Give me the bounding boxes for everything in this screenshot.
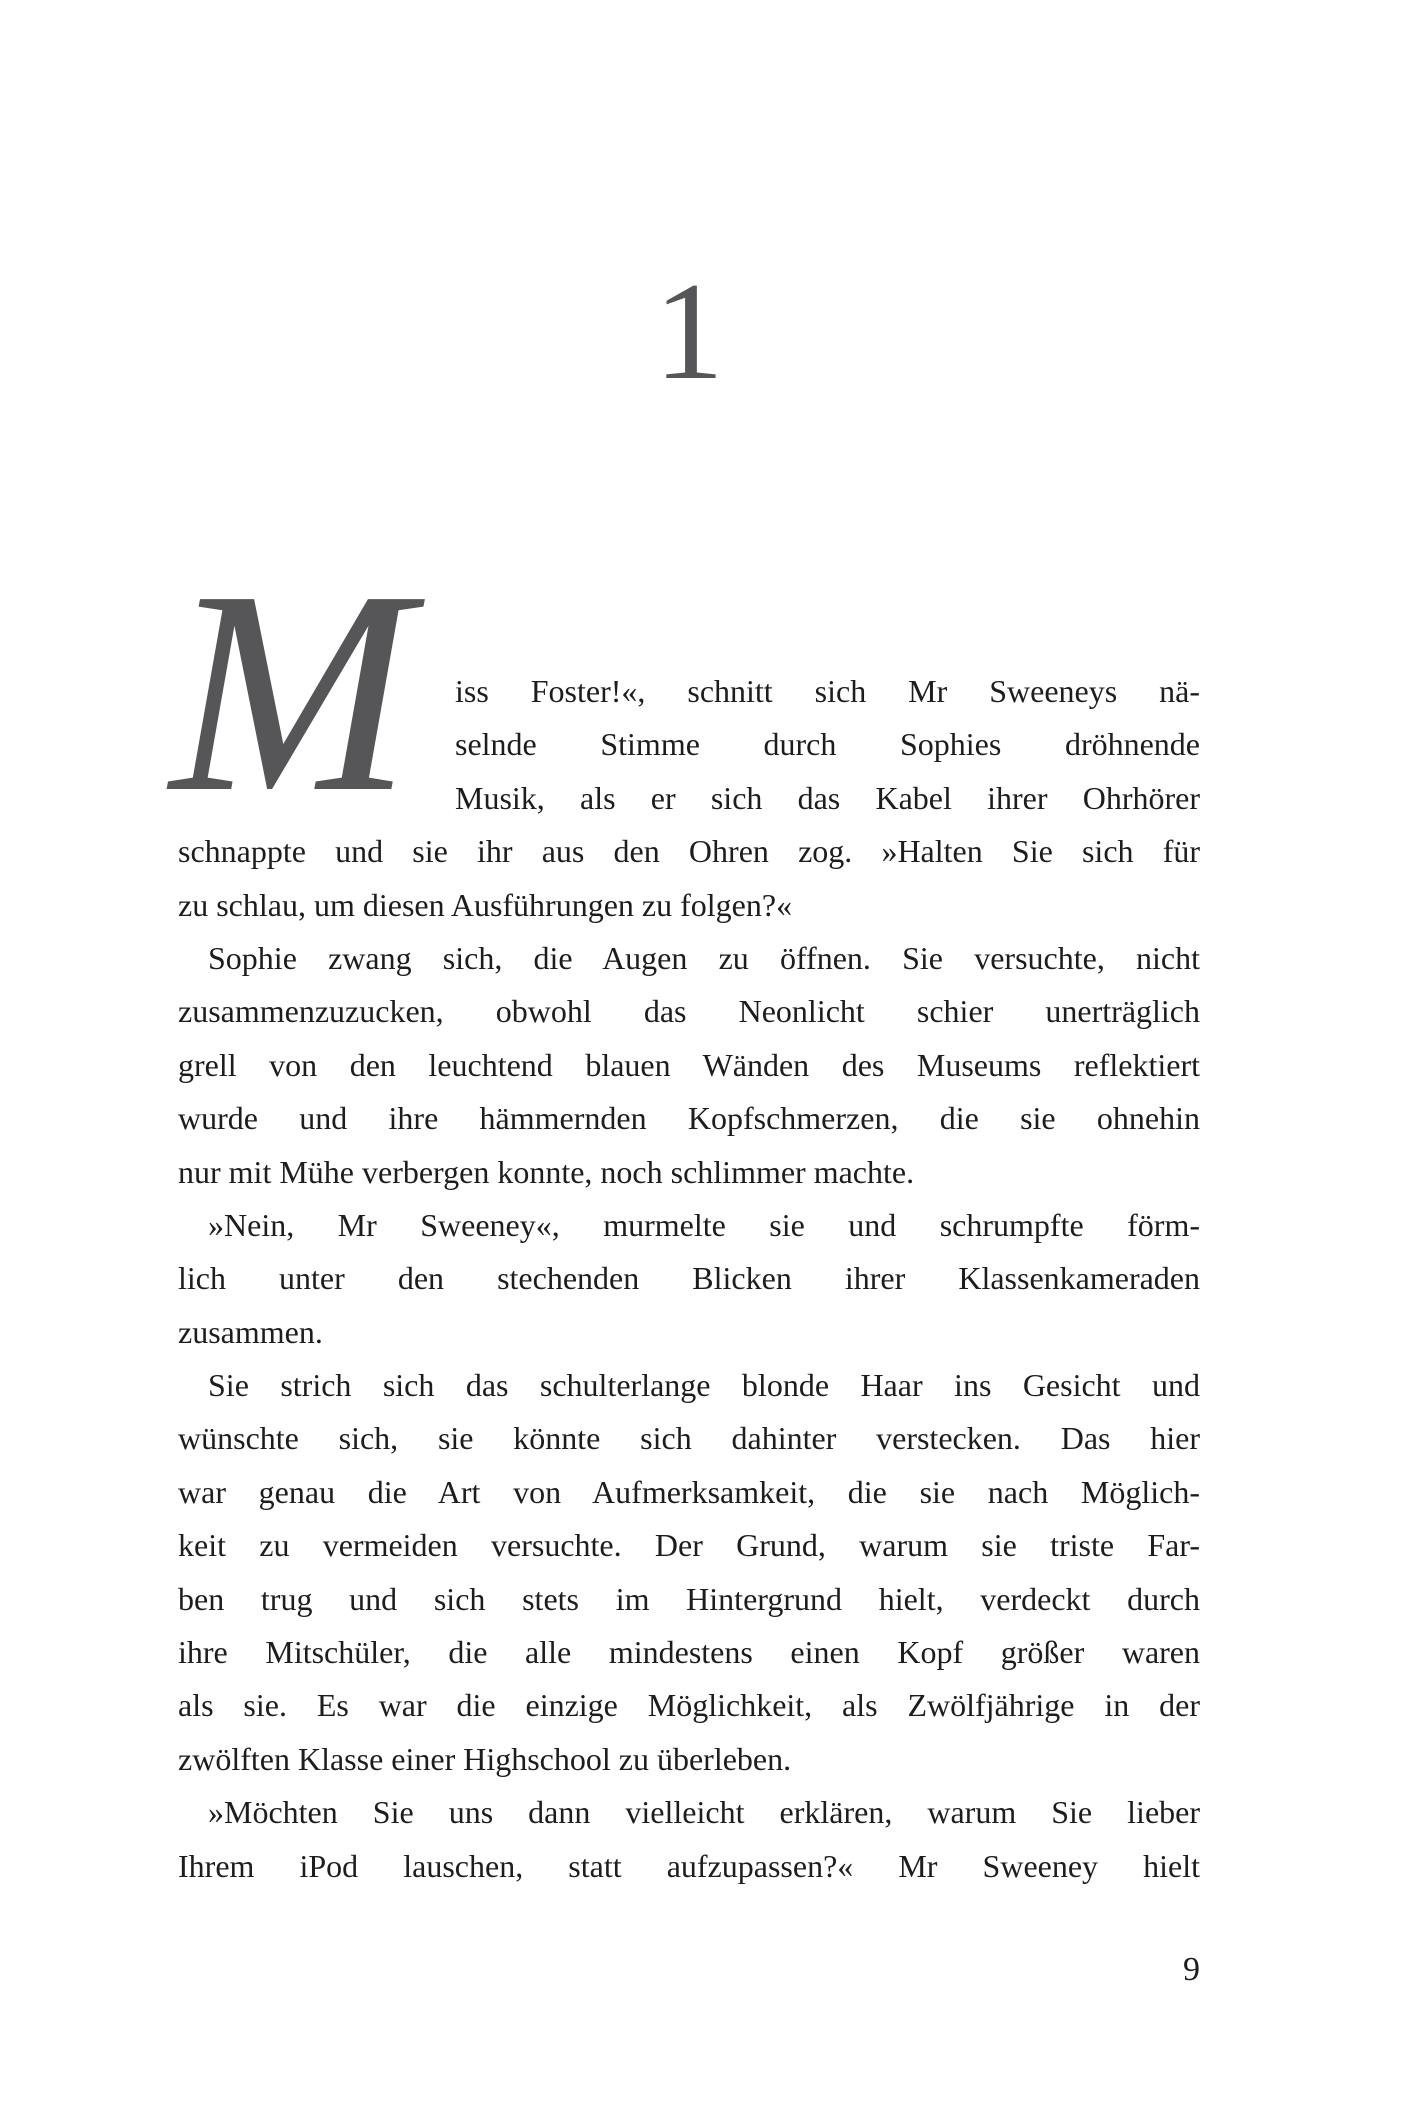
text-line: nur mit Mühe verbergen konnte, noch schlimmer machte. <box>178 1153 915 1190</box>
text-line: selnde Stimme durch Sophies dröhnende <box>455 726 1200 763</box>
text-block <box>170 531 1200 1893</box>
text-line: schnappte und sie ihr aus den Ohren zog. »Halten Sie sich für <box>178 833 1200 870</box>
text-line: Sie strich sich das schulterlange blonde Haar ins Gesicht und <box>208 1367 1200 1404</box>
text-line: lich unter den stechenden Blicken ihrer Klassenkameraden <box>178 1260 1200 1297</box>
text-line: zu schlau, um diesen Ausführungen zu folgen?« <box>178 886 793 923</box>
text-line: Ihrem iPod lauschen, statt aufzupassen?« Mr Sweeney hielt <box>178 1847 1200 1884</box>
drop-cap-letter: M <box>170 531 412 852</box>
text-line: grell von den leuchtend blauen Wänden des Museums reflektiert <box>178 1046 1200 1083</box>
text-line: wünschte sich, sie könnte sich dahinter verstecken. Das hier <box>178 1420 1200 1457</box>
text-line: »Nein, Mr Sweeney«, murmelte sie und schrumpfte förm- <box>208 1206 1200 1243</box>
text-line: war genau die Art von Aufmerksamkeit, die sie nach Möglich- <box>178 1473 1200 1510</box>
chapter-number: 1 <box>654 254 724 409</box>
text-line: iss Foster!«, schnitt sich Mr Sweeneys nä- <box>455 673 1200 709</box>
text-line: »Möchten Sie uns dann vielleicht erklären, warum Sie lieber <box>208 1794 1200 1831</box>
page-number: 9 <box>1183 1951 1200 1988</box>
text-line: wurde und ihre hämmernden Kopfschmerzen, die sie ohnehin <box>178 1100 1200 1137</box>
text-line: ben trug und sich stets im Hintergrund hielt, verdeckt durch <box>178 1580 1200 1617</box>
text-line: ihre Mitschüler, die alle mindestens einen Kopf größer waren <box>178 1634 1200 1671</box>
text-line: Musik, als er sich das Kabel ihrer Ohrhörer <box>455 779 1200 816</box>
text-line: zusammenzuzucken, obwohl das Neonlicht schier unerträglich <box>178 993 1200 1030</box>
text-line: Sophie zwang sich, die Augen zu öffnen. Sie versuchte, nicht <box>208 939 1200 976</box>
text-line: zusammen. <box>178 1313 323 1350</box>
text-line: als sie. Es war die einzige Möglichkeit, als Zwölfjährige in der <box>178 1687 1200 1724</box>
text-line: zwölften Klasse einer Highschool zu überleben. <box>178 1740 792 1777</box>
text-line: keit zu vermeiden versuchte. Der Grund, warum sie triste Far- <box>178 1527 1200 1564</box>
